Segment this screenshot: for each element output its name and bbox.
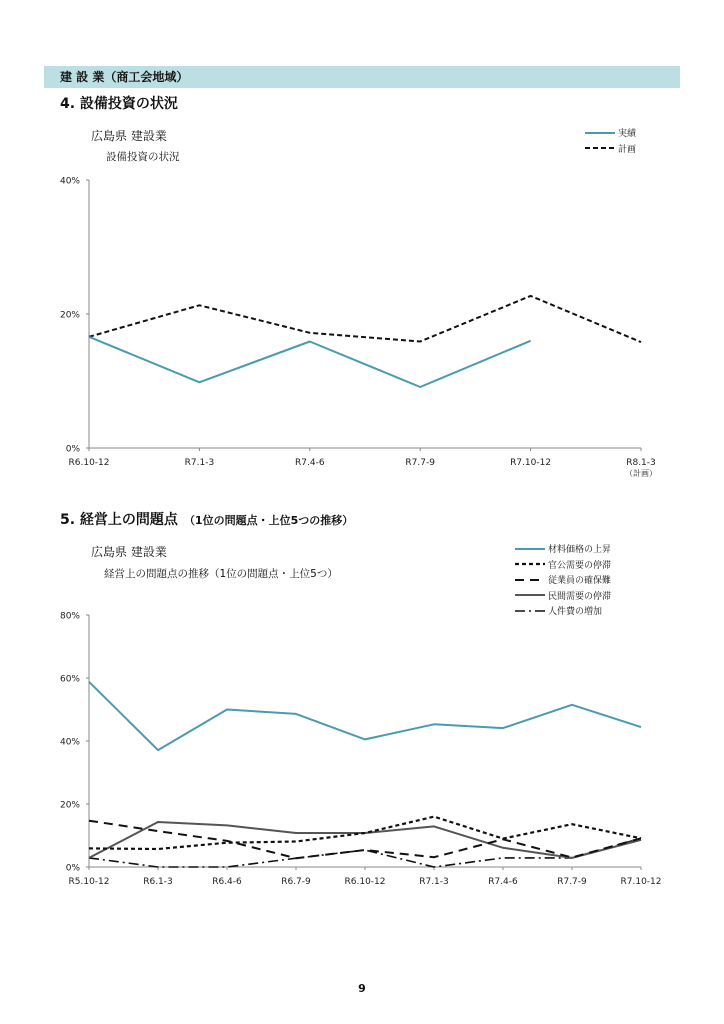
- chart2-y-tick-label: 40%: [59, 737, 80, 748]
- chart1-x-tick-label: R7.7-9: [405, 458, 435, 468]
- chart2-series-line: [89, 682, 641, 750]
- legend-label: 人件費の増加: [548, 607, 603, 618]
- chart2-y-tick-label: 60%: [59, 674, 80, 685]
- legend-label: 官公需要の停滞: [548, 560, 612, 571]
- chart1-y-tick-label: 20%: [59, 310, 80, 321]
- chart2-title: 広島県 建設業: [91, 545, 167, 559]
- chart2-x-tick-label: R6.7-9: [281, 877, 311, 887]
- chart2-y-tick-label: 0%: [65, 863, 80, 874]
- section-5-title-note: （1位の問題点・上位5つの推移）: [183, 514, 354, 527]
- section-5-title-main: 5. 経営上の問題点: [60, 512, 178, 528]
- chart2-x-tick-label: R6.4-6: [212, 877, 242, 887]
- chart2-x-tick-label: R5.10-12: [68, 877, 110, 887]
- chart2-subtitle: 経営上の問題点の推移（1位の問題点・上位5つ）: [104, 568, 338, 580]
- legend-label: 材料価格の上昇: [548, 545, 612, 556]
- chart1-y-tick-label: 40%: [59, 176, 80, 187]
- chart2-x-tick-label: R6.10-12: [344, 877, 386, 887]
- chart2-x-tick-label: R7.10-12: [620, 877, 662, 887]
- chart1-x-tick-note: （計画）: [625, 469, 657, 478]
- chart1-x-tick-label: R7.10-12: [510, 458, 552, 468]
- chart1-x-tick-label: R8.1-3: [626, 458, 656, 468]
- chart2-x-tick-label: R7.1-3: [419, 877, 449, 887]
- chart1-series-line: [89, 296, 641, 342]
- chart1-title: 広島県 建設業: [91, 129, 167, 143]
- section-4-title: 4. 設備投資の状況: [60, 96, 178, 112]
- chart1-x-tick-label: R7.1-3: [184, 458, 215, 468]
- page-number: 9: [358, 982, 366, 995]
- chart2-series-line: [89, 838, 641, 867]
- chart1-x-tick-label: R7.4-6: [295, 458, 325, 468]
- section-header-band: 建 設 業（商工会地域）: [44, 66, 680, 88]
- legend-label: 従業員の確保難: [548, 576, 612, 587]
- chart1-y-tick-label: 0%: [65, 444, 80, 455]
- legend-label: 民間需要の停滞: [548, 591, 612, 602]
- legend-label: 実績: [618, 129, 637, 140]
- chart2-y-tick-label: 20%: [59, 800, 80, 811]
- chart1-series-line: [89, 337, 531, 387]
- chart2-y-tick-label: 80%: [59, 611, 80, 622]
- chart2-x-tick-label: R7.4-6: [488, 877, 518, 887]
- chart2-x-tick-label: R6.1-3: [143, 877, 173, 887]
- chart2-x-tick-label: R7.7-9: [557, 877, 587, 887]
- legend-label: 計画: [618, 144, 637, 155]
- chart1-subtitle: 設備投資の状況: [106, 151, 180, 163]
- chart1-x-tick-label: R6.10-12: [68, 458, 110, 468]
